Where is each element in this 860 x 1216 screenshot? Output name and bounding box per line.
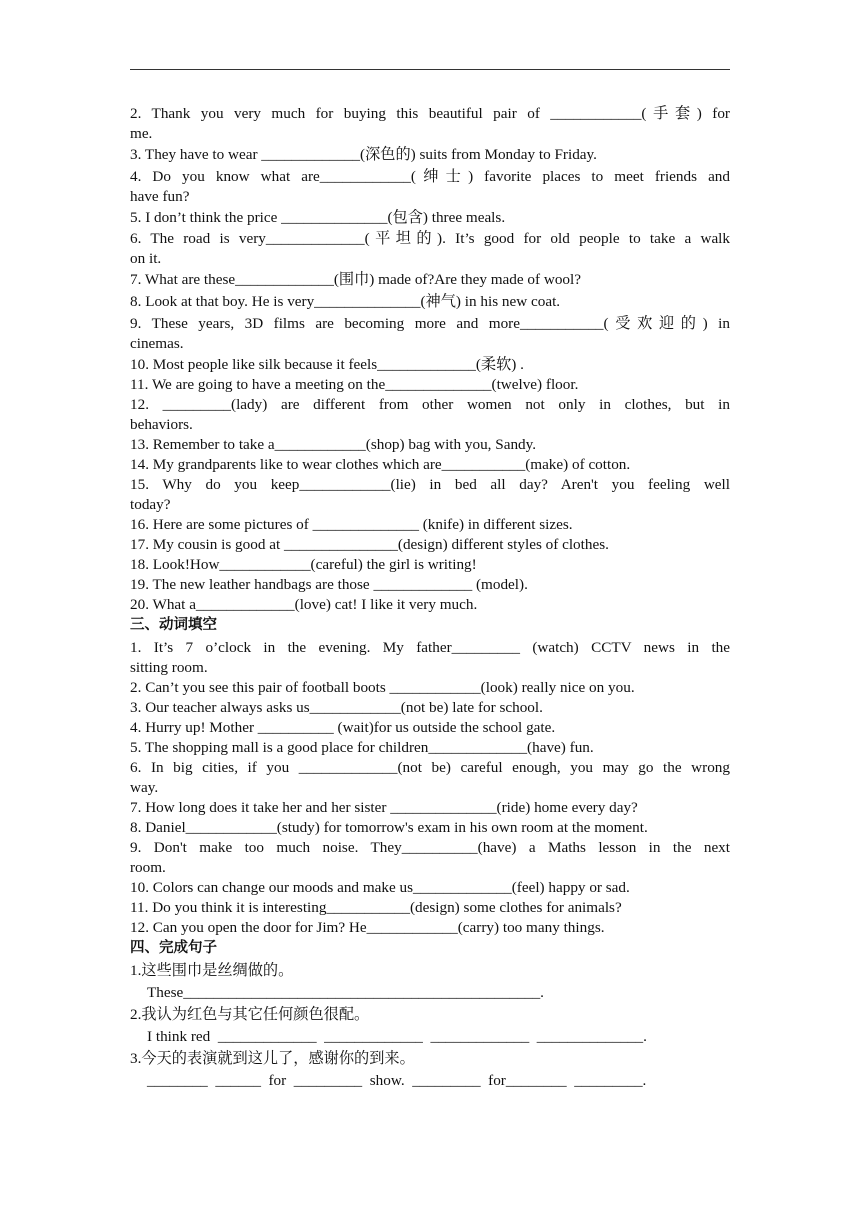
question-line: 16. Here are some pictures of ______________ (knife) in different sizes.	[130, 516, 573, 533]
question-line: 18. Look!How____________(careful) the girl is writing!	[130, 556, 477, 573]
question-line: 2. Can’t you see this pair of football boots ____________(look) really nice on you.	[130, 679, 635, 696]
question-line: 8. Look at that boy. He is very______________(神气) in his new coat.	[130, 293, 561, 310]
question-line: have fun?	[130, 188, 190, 205]
answer-line: I think red _____________ _____________ _____________ ______________.	[147, 1028, 647, 1045]
question-line: behaviors.	[130, 416, 193, 433]
question-line: way.	[130, 779, 159, 796]
question-line: cinemas.	[130, 335, 184, 352]
question-line: 3. Our teacher always asks us____________(not be) late for school.	[130, 699, 543, 716]
question-line: 9. Don't make too much noise. They__________(have) a Maths lesson in the next	[130, 839, 730, 856]
question-line: 8. Daniel____________(study) for tomorrow's exam in his own room at the moment.	[130, 819, 648, 836]
question-line: 11. Do you think it is interesting___________(design) some clothes for animals?	[130, 899, 622, 916]
question-line: 15. Why do you keep____________(lie) in bed all day? Aren't you feeling well	[130, 476, 730, 493]
question-line: 20. What a_____________(love) cat! I like it very much.	[130, 596, 478, 613]
question-line: 3. They have to wear _____________(深色的) suits from Monday to Friday.	[130, 146, 597, 163]
prompt-line: 3.今天的表演就到这儿了，感谢你的到来。	[130, 1050, 415, 1067]
header-rule	[130, 69, 730, 70]
question-line: 4. Do you know what are____________(绅士) favorite places to meet friends and	[130, 168, 730, 185]
prompt-line: 2.我认为红色与其它任何颜色很配。	[130, 1006, 370, 1023]
question-line: 6. The road is very_____________(平坦的). It’s good for old people to take a walk	[130, 230, 730, 247]
question-line: on it.	[130, 250, 162, 267]
question-line: 6. In big cities, if you _____________(not be) careful enough, you may go the wrong	[130, 759, 730, 776]
prompt-line: 1.这些围巾是丝绸做的。	[130, 962, 294, 979]
question-line: 2. Thank you very much for buying this beautiful pair of ____________(手套) for	[130, 105, 730, 122]
question-line: sitting room.	[130, 659, 208, 676]
question-line: 4. Hurry up! Mother __________ (wait)for us outside the school gate.	[130, 719, 556, 736]
question-line: 7. How long does it take her and her sister ______________(ride) home every day?	[130, 799, 638, 816]
question-line: 11. We are going to have a meeting on the______________(twelve) floor.	[130, 376, 579, 393]
question-line: 5. The shopping mall is a good place for children_____________(have) fun.	[130, 739, 594, 756]
question-line: me.	[130, 125, 153, 142]
question-line: 7. What are these_____________(围巾) made of?Are they made of wool?	[130, 271, 581, 288]
question-line: 19. The new leather handbags are those _____________ (model).	[130, 576, 528, 593]
worksheet	[130, 104, 730, 1091]
section-heading: 三、动词填空	[130, 617, 217, 633]
question-line: 10. Colors can change our moods and make us_____________(feel) happy or sad.	[130, 879, 630, 896]
section-heading: 四、完成句子	[130, 940, 217, 956]
question-line: 14. My grandparents like to wear clothes which are___________(make) of cotton.	[130, 456, 631, 473]
question-line: 12. Can you open the door for Jim? He____________(carry) too many things.	[130, 919, 605, 936]
answer-line: These_______________________________________________.	[147, 984, 544, 1001]
question-line: 1. It’s 7 o’clock in the evening. My father_________ (watch) CCTV news in the	[130, 639, 730, 656]
question-line: 5. I don’t think the price ______________(包含) three meals.	[130, 209, 506, 226]
question-line: 9. These years, 3D films are becoming more and more___________(受欢迎的) in	[130, 315, 730, 332]
question-line: room.	[130, 859, 166, 876]
question-line: 17. My cousin is good at _______________(design) different styles of clothes.	[130, 536, 609, 553]
question-line: 12. _________(lady) are different from other women not only in clothes, but in	[130, 396, 730, 413]
question-line: 10. Most people like silk because it feels_____________(柔软) .	[130, 356, 524, 373]
question-line: 13. Remember to take a____________(shop) bag with you, Sandy.	[130, 436, 537, 453]
answer-line: ________ ______ for _________ show. _________ for________ _________.	[147, 1072, 647, 1089]
question-line: today?	[130, 496, 171, 513]
